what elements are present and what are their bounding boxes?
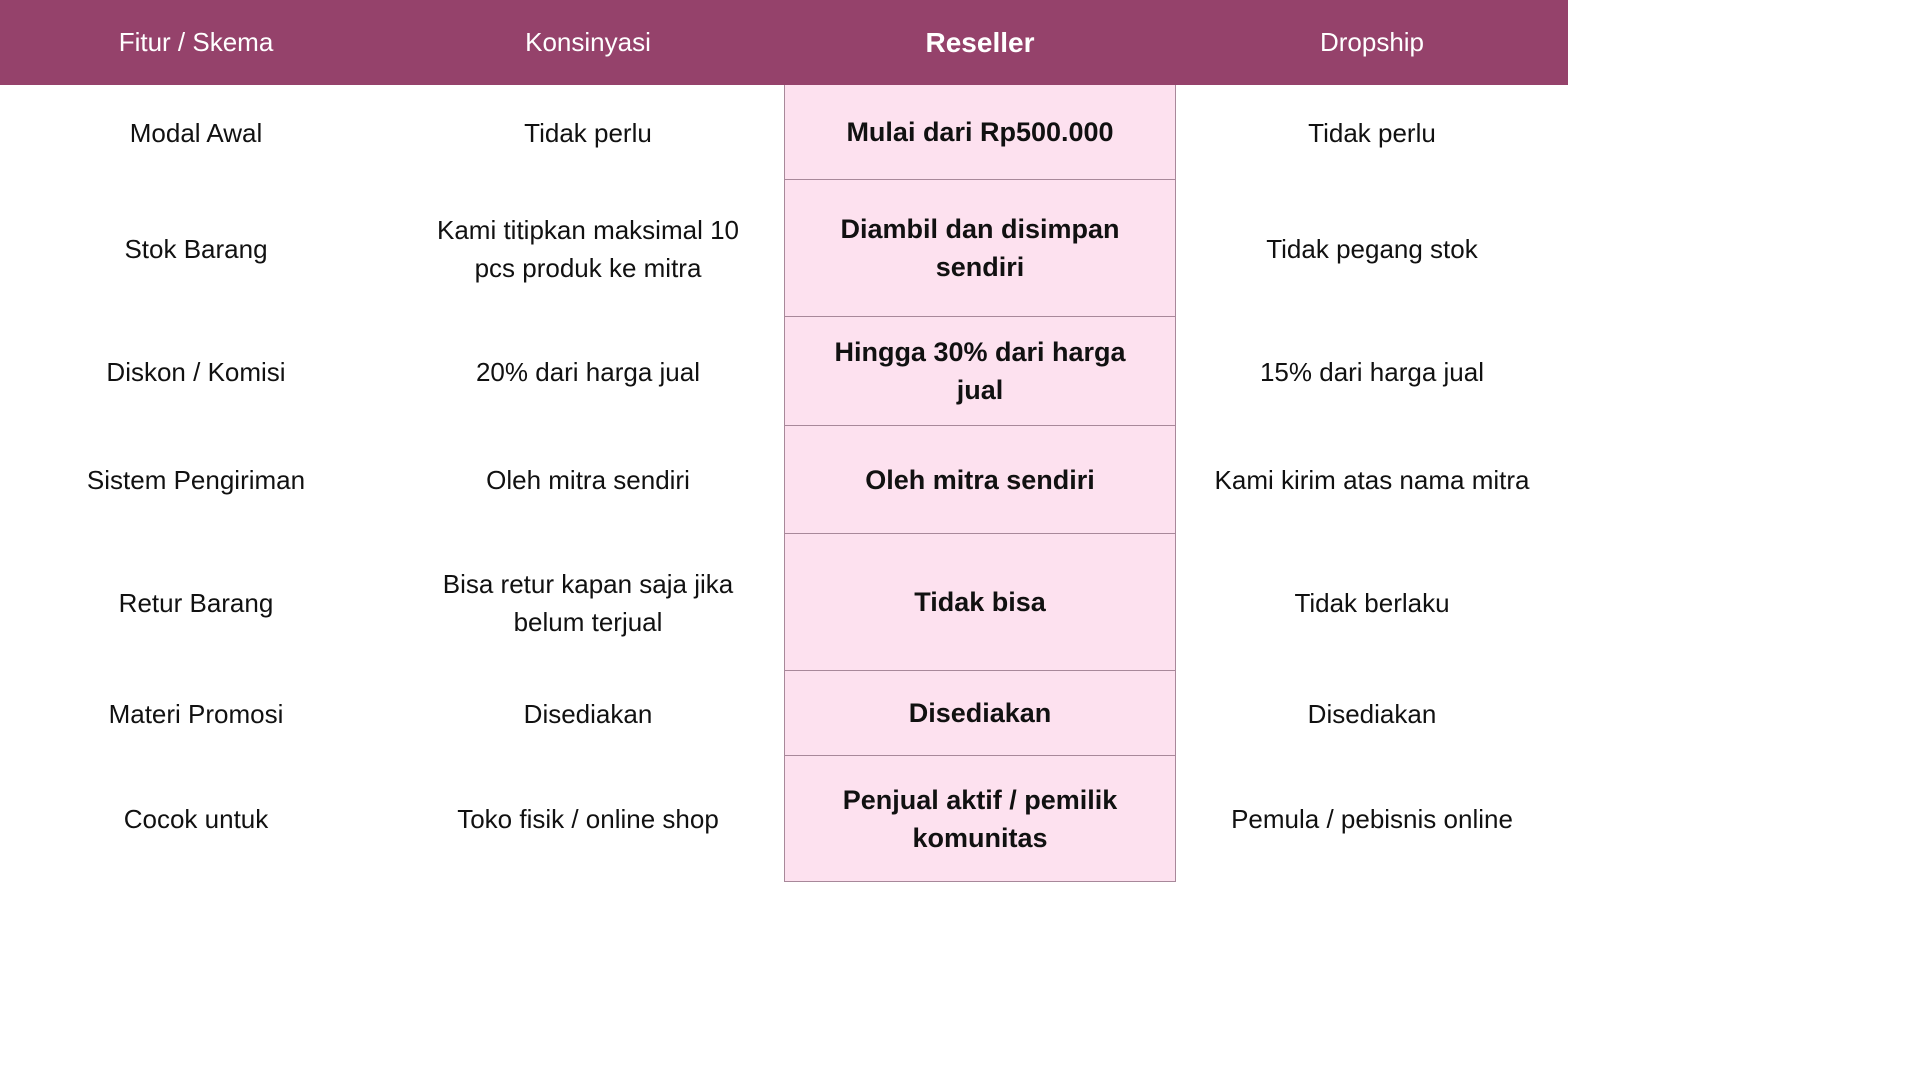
table-row [0,317,1568,426]
table-row [0,426,1568,534]
header-dropship: Dropship [1319,27,1425,57]
konsinyasi-cell: 20% dari harga jual [475,356,701,387]
konsinyasi-cell: Oleh mitra sendiri [486,465,690,495]
header-reseller: Reseller [925,26,1035,58]
dropship-cell: Tidak pegang stok [1266,233,1478,264]
feature-cell: Diskon / Komisi [106,356,286,387]
table-row [0,534,1568,671]
reseller-cell: Hingga 30% dari harga jual [784,317,1176,426]
table-row [0,180,1568,317]
dropship-cell: 15% dari harga jual [1259,356,1485,387]
feature-cell: Cocok untuk [123,804,269,834]
dropship-cell: Tidak berlaku [1294,587,1450,618]
table-row [0,756,1568,882]
dropship-cell: Disediakan [1307,698,1437,729]
reseller-cell: Tidak bisa [784,534,1176,671]
header-feature: Fitur / Skema [118,27,274,57]
dropship-cell: Tidak perlu [1308,117,1436,148]
konsinyasi-cell: Bisa retur kapan saja jika belum terjual [442,568,734,637]
reseller-cell: Oleh mitra sendiri [784,426,1176,534]
konsinyasi-cell: Tidak perlu [524,117,652,148]
konsinyasi-cell: Kami titipkan maksimal 10 pcs produk ke mitra [437,214,739,283]
feature-cell: Stok Barang [124,233,268,264]
dropship-cell: Pemula / pebisnis online [1231,804,1513,834]
konsinyasi-cell: Toko fisik / online shop [457,804,719,834]
reseller-cell: Penjual aktif / pemilik komunitas [784,756,1176,882]
feature-cell: Materi Promosi [108,698,284,729]
konsinyasi-cell: Disediakan [523,698,653,729]
feature-cell: Retur Barang [118,587,274,618]
dropship-cell: Kami kirim atas nama mitra [1214,465,1530,495]
reseller-cell: Disediakan [784,671,1176,756]
reseller-cell: Diambil dan disimpan sendiri [784,180,1176,317]
table-row [0,85,1568,180]
table-header [0,0,1568,85]
feature-cell: Sistem Pengiriman [86,465,306,495]
table-row [0,671,1568,756]
reseller-cell: Mulai dari Rp500.000 [784,85,1176,180]
header-konsinyasi: Konsinyasi [525,27,651,57]
feature-cell: Modal Awal [129,117,263,148]
